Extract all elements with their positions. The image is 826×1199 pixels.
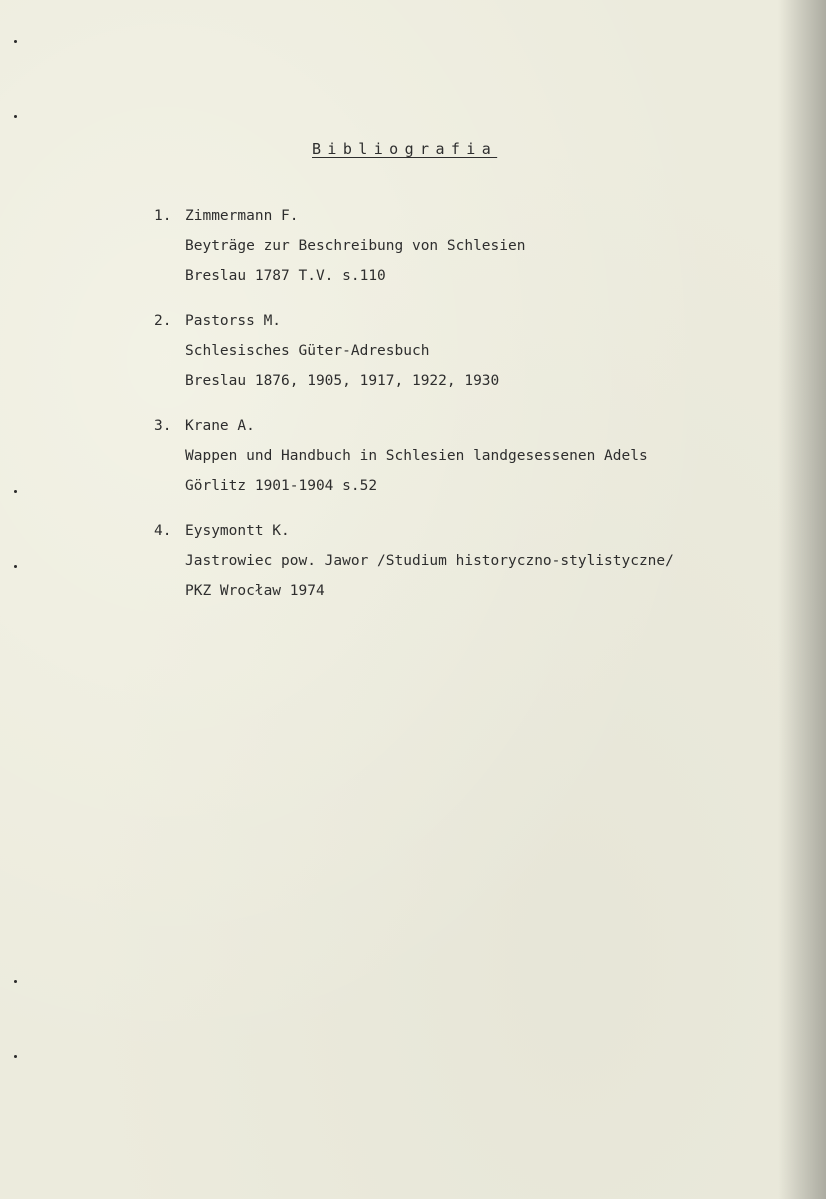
entry-author: Zimmermann F. [185, 208, 299, 224]
punch-hole-mark [14, 490, 17, 493]
punch-hole-mark [14, 115, 17, 118]
entry-publication: Breslau 1876, 1905, 1917, 1922, 1930 [185, 373, 500, 389]
entry-author-line [154, 411, 774, 441]
entry-publication: PKZ Wrocław 1974 [185, 583, 325, 599]
entry-publication: Breslau 1787 T.V. s.110 [185, 268, 386, 284]
entry-publication: Görlitz 1901-1904 s.52 [185, 478, 378, 494]
bibliography-entry [154, 411, 774, 501]
scan-edge-shadow [778, 0, 826, 1199]
entry-author-line [154, 306, 774, 336]
page-title: Bibliografia [312, 140, 498, 158]
punch-hole-mark [14, 565, 17, 568]
bibliography-entry [154, 306, 774, 396]
entry-number: 2. [154, 313, 172, 329]
punch-hole-mark [14, 1055, 17, 1058]
entry-title: Schlesisches Güter-Adresbuch [185, 343, 430, 359]
punch-hole-mark [14, 40, 17, 43]
entry-number: 4. [154, 523, 172, 539]
entry-number: 3. [154, 418, 172, 434]
entry-title: Jastrowiec pow. Jawor /Studium historyczno-stylistyczne/ [185, 553, 674, 569]
entry-author-line [154, 201, 774, 231]
entry-title: Wappen und Handbuch in Schlesien landgesessenen Adels [185, 448, 648, 464]
entry-number: 1. [154, 208, 172, 224]
bibliography-entry [154, 516, 774, 606]
entry-author-line [154, 516, 774, 546]
bibliography-list [154, 201, 774, 621]
entry-author: Pastorss M. [185, 313, 282, 329]
entry-title: Beyträge zur Beschreibung von Schlesien [185, 238, 526, 254]
entry-author: Krane A. [185, 418, 255, 434]
entry-author: Eysymontt K. [185, 523, 290, 539]
bibliography-entry [154, 201, 774, 291]
punch-hole-mark [14, 980, 17, 983]
